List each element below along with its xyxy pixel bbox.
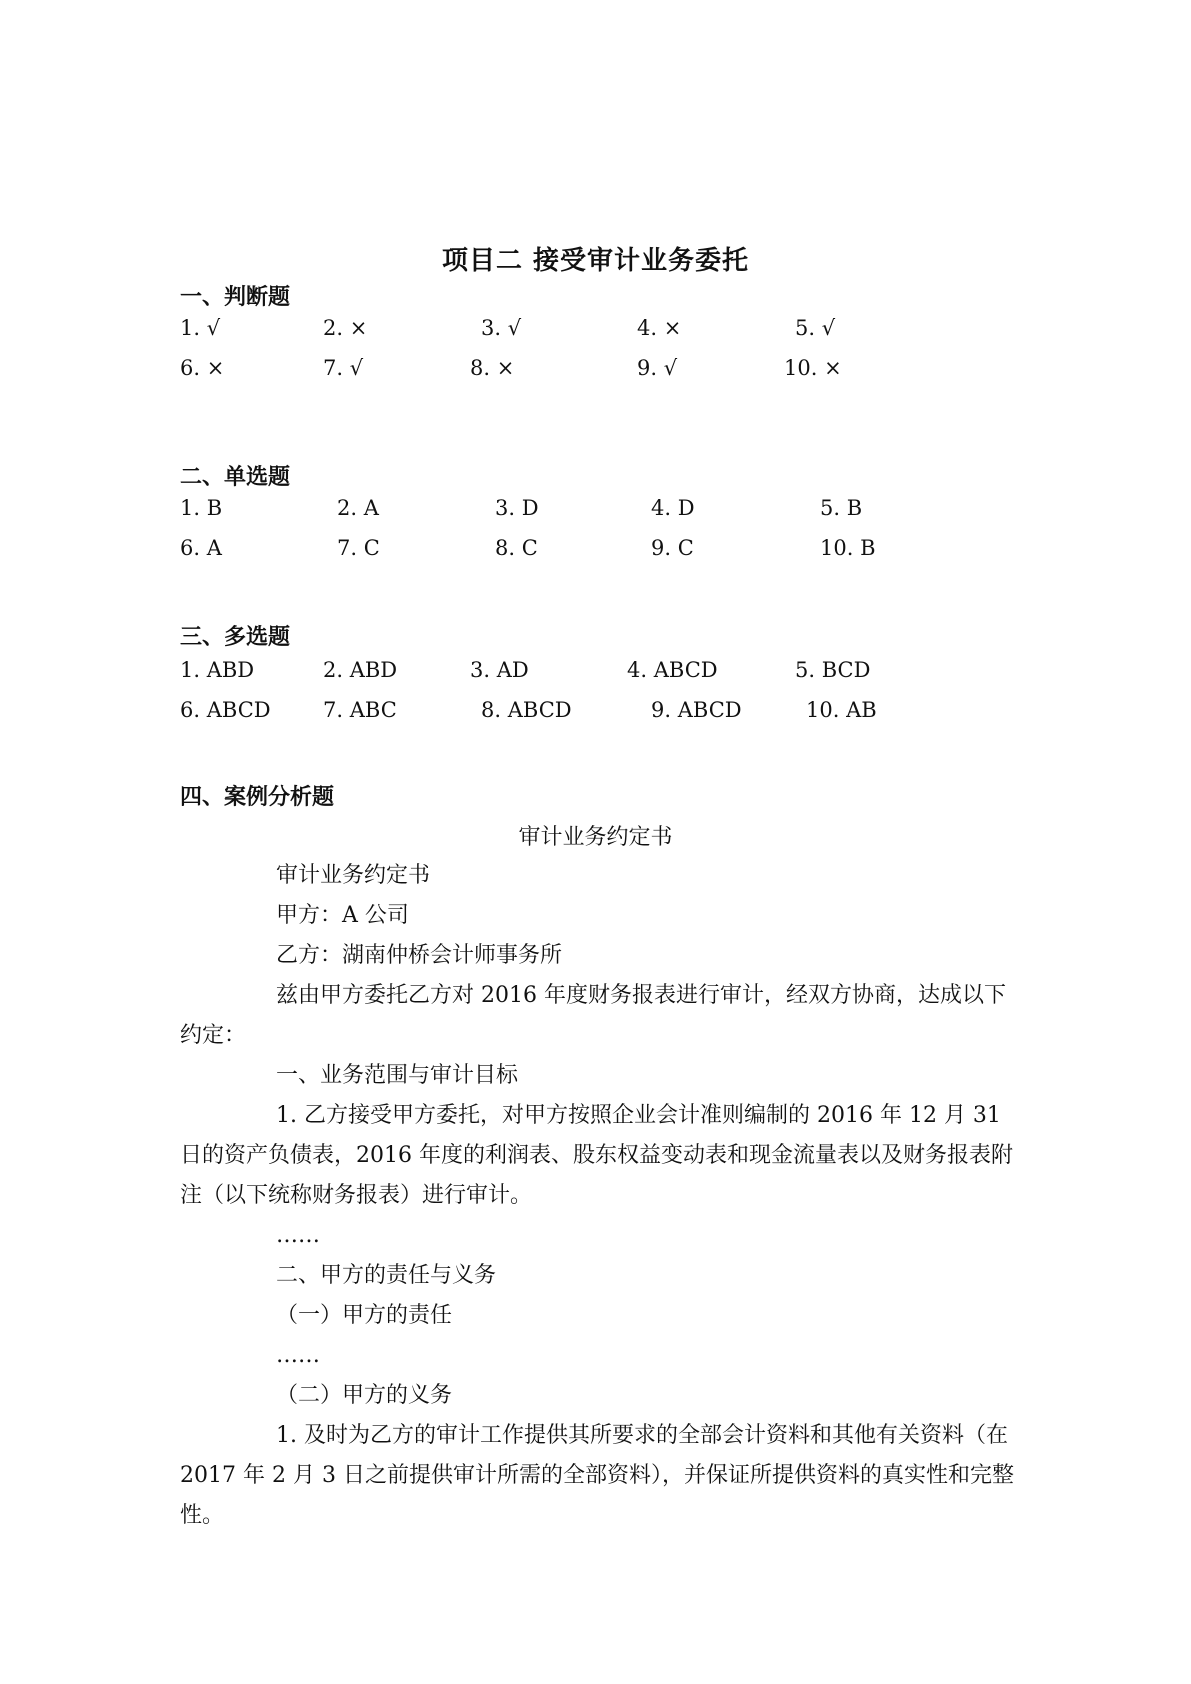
- section-heading-multiple-choice: 三、多选题: [180, 625, 291, 650]
- section-heading-judgment: 一、判断题: [180, 285, 291, 310]
- section-heading-case-analysis: 四、案例分析题: [180, 785, 335, 810]
- answer-item: 7. C: [337, 536, 380, 560]
- answer-item: 5. BCD: [795, 658, 871, 682]
- contract-title: 审计业务约定书: [518, 825, 673, 850]
- answer-item: 8. ×: [470, 356, 515, 380]
- contract-line: （一）甲方的责任: [276, 1303, 453, 1328]
- answer-item: 6. ABCD: [180, 698, 271, 722]
- answer-item: 4. ABCD: [627, 658, 718, 682]
- contract-line: 甲方：A 公司: [276, 903, 409, 928]
- answer-item: 7. √: [323, 356, 364, 380]
- answer-item: 1. B: [180, 496, 223, 520]
- answer-item: 3. AD: [470, 658, 529, 682]
- answer-item: 4. D: [651, 496, 695, 520]
- answer-item: 9. √: [637, 356, 678, 380]
- answer-item: 10. AB: [806, 698, 877, 722]
- contract-line: 一、业务范围与审计目标: [276, 1063, 519, 1088]
- answer-item: 10. B: [820, 536, 876, 560]
- answer-item: 1. ABD: [180, 658, 255, 682]
- answer-item: 2. A: [337, 496, 379, 520]
- answer-row: [0, 536, 1191, 566]
- answer-item: 9. ABCD: [651, 698, 742, 722]
- answer-item: 8. C: [495, 536, 538, 560]
- contract-line: 乙方：湖南仲桥会计师事务所: [276, 943, 563, 968]
- answer-row: [0, 698, 1191, 728]
- answer-item: 4. ×: [637, 316, 682, 340]
- ellipsis: ……: [276, 1343, 320, 1368]
- answer-item: 2. ×: [323, 316, 368, 340]
- page-title: 项目二 接受审计业务委托: [441, 246, 750, 276]
- answer-item: 5. B: [820, 496, 863, 520]
- section-heading-single-choice: 二、单选题: [180, 465, 291, 490]
- answer-item: 10. ×: [784, 356, 842, 380]
- contract-line: 审计业务约定书: [276, 863, 431, 888]
- contract-paragraph: 1. 及时为乙方的审计工作提供其所要求的全部会计资料和其他有关资料（在 2017 年 2 月 3 日之前提供审计所需的全部资料），并保证所提供资料的真实性和完整性。: [180, 1423, 1015, 1528]
- answer-item: 1. √: [180, 316, 221, 340]
- answer-row: [0, 496, 1191, 526]
- contract-paragraph: 兹由甲方委托乙方对 2016 年度财务报表进行审计，经双方协商，达成以下约定：: [180, 983, 1006, 1048]
- answer-item: 2. ABD: [323, 658, 398, 682]
- contract-line: （二）甲方的义务: [276, 1383, 453, 1408]
- contract-line: 二、甲方的责任与义务: [276, 1263, 497, 1288]
- answer-item: 8. ABCD: [481, 698, 572, 722]
- answer-item: 9. C: [651, 536, 694, 560]
- contract-paragraph: 1. 乙方接受甲方委托，对甲方按照企业会计准则编制的 2016 年 12 月 31 日的资产负债表，2016 年度的利润表、股东权益变动表和现金流量表以及财务报表附注（以下统称财务报表）进行审计。: [180, 1103, 1013, 1208]
- answer-item: 7. ABC: [323, 698, 397, 722]
- answer-item: 5. √: [795, 316, 836, 340]
- answer-item: 6. ×: [180, 356, 225, 380]
- answer-row: [0, 316, 1191, 346]
- answer-item: 3. D: [495, 496, 539, 520]
- answer-row: [0, 658, 1191, 688]
- answer-item: 6. A: [180, 536, 222, 560]
- answer-item: 3. √: [481, 316, 522, 340]
- ellipsis: ……: [276, 1223, 320, 1248]
- answer-row: [0, 356, 1191, 386]
